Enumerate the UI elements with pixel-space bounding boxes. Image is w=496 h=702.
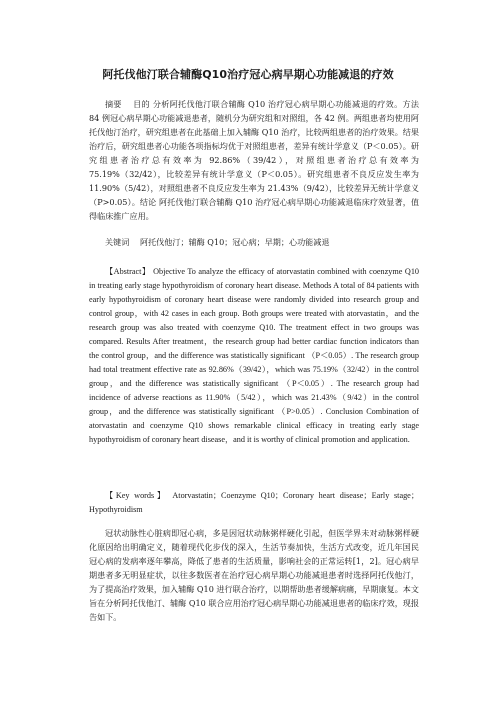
chinese-keywords-label: 关键词 (105, 237, 130, 247)
english-keywords-label: 【Key words】 (105, 491, 168, 500)
chinese-abstract-label: 摘要 (105, 99, 122, 109)
chinese-keywords-text: 阿托伐他汀；辅酶 Q10；冠心病；早期；心功能减退 (139, 237, 330, 247)
english-keywords (89, 489, 419, 517)
english-abstract-label: 【Abstract】 (105, 267, 151, 276)
english-keywords-text: Atorvastatin；Coenzyme Q10；Coronary heart disease；Early stage；Hypothyroidism (89, 491, 420, 514)
body-paragraph-text: 冠状动脉性心脏病即冠心病，多是因冠状动脉粥样硬化引起，但医学界未对动脉粥样硬化原因给出明确定义，随着现代化步伐的深入，生活节奏加快，生活方式改变，近几年国民冠心病的发病率逐年攀高，降低了患者的生活质量，影响社会的正常运转[1，2]。冠心病早期患者多无明显症状，以往多数医者在治疗冠心病早期心功能减退患者时选择阿托伐他汀，为了提高治疗效果，加入辅酶 Q10 进行联合治疗，以期帮助患者缓解病痛，早期康复。本文旨在分析阿托伐他汀、辅酶 Q10 联合应用治疗冠心病早期心功能减退患者的临床疗效，现报告如下。 (89, 528, 419, 622)
body-paragraph (89, 526, 419, 624)
english-abstract (89, 265, 419, 447)
english-abstract-text: Objective To analyze the efficacy of atorvastatin combined with coenzyme Q10 in treating early stage hypothyroidism of coronary heart disease. Methods A total of 84 patients with early hypothyroidism of coronary heart disease were randomly divided into research group and control group，with 42 cases in each group. Both groups were treated with atorvastatin，and the research group was also treated with coenzyme Q10. The treatment effect in two groups was compared. Results After treatment，the research group had better cardiac function indicators than the control group，and the difference was statistically significant （P＜0.05）. The research group had total treatment effective rate as 92.86%（39/42），which was 75.19%（32/42）in the control group，and the difference was statistically significant （P＜0.05）. The research group had incidence of adverse reactions as 11.90%（5/42），which was 21.43%（9/42）in the control group，and the difference was statistically significant （P>0.05）. Conclusion Combination of atorvastatin and coenzyme Q10 shows remarkable clinical efficacy in treating early stage hypothyroidism of coronary heart disease，and it is worthy of clinical promotion and application. (89, 267, 420, 444)
paper-title: 阿托伐他汀联合辅酶Q10治疗冠心病早期心功能减退的疗效 (102, 68, 394, 81)
chinese-abstract-text: 目的 分析阿托伐他汀联合辅酶 Q10 治疗冠心病早期心功能减退的疗效。方法 84 例冠心病早期心功能减退患者，随机分为研究组和对照组，各 42 例。两组患者均使用阿托伐他汀治疗，研究组患者在此基础上加入辅酶 Q10 治疗，比较两组患者的治疗效果。结果 治疗后，研究组患者心功能各项指标均优于对照组患者，差异有统计学意义（P＜0.05）。研究组患者治疗总有效率为 92.86%（39/42），对照组患者治疗总有效率为 75.19%（32/42），比较差异有统计学意义（P＜0.05）。研究组患者不良反应发生率为 11.90%（5/42），对照组患者不良反应发生率为 21.43%（9/42），比较差异无统计学意义（P>0.05）。结论 阿托伐他汀联合辅酶 Q10 治疗冠心病早期心功能减退临床疗效显著，值得临床推广应用。 (89, 99, 419, 221)
chinese-keywords (89, 235, 419, 249)
chinese-abstract (89, 97, 419, 223)
